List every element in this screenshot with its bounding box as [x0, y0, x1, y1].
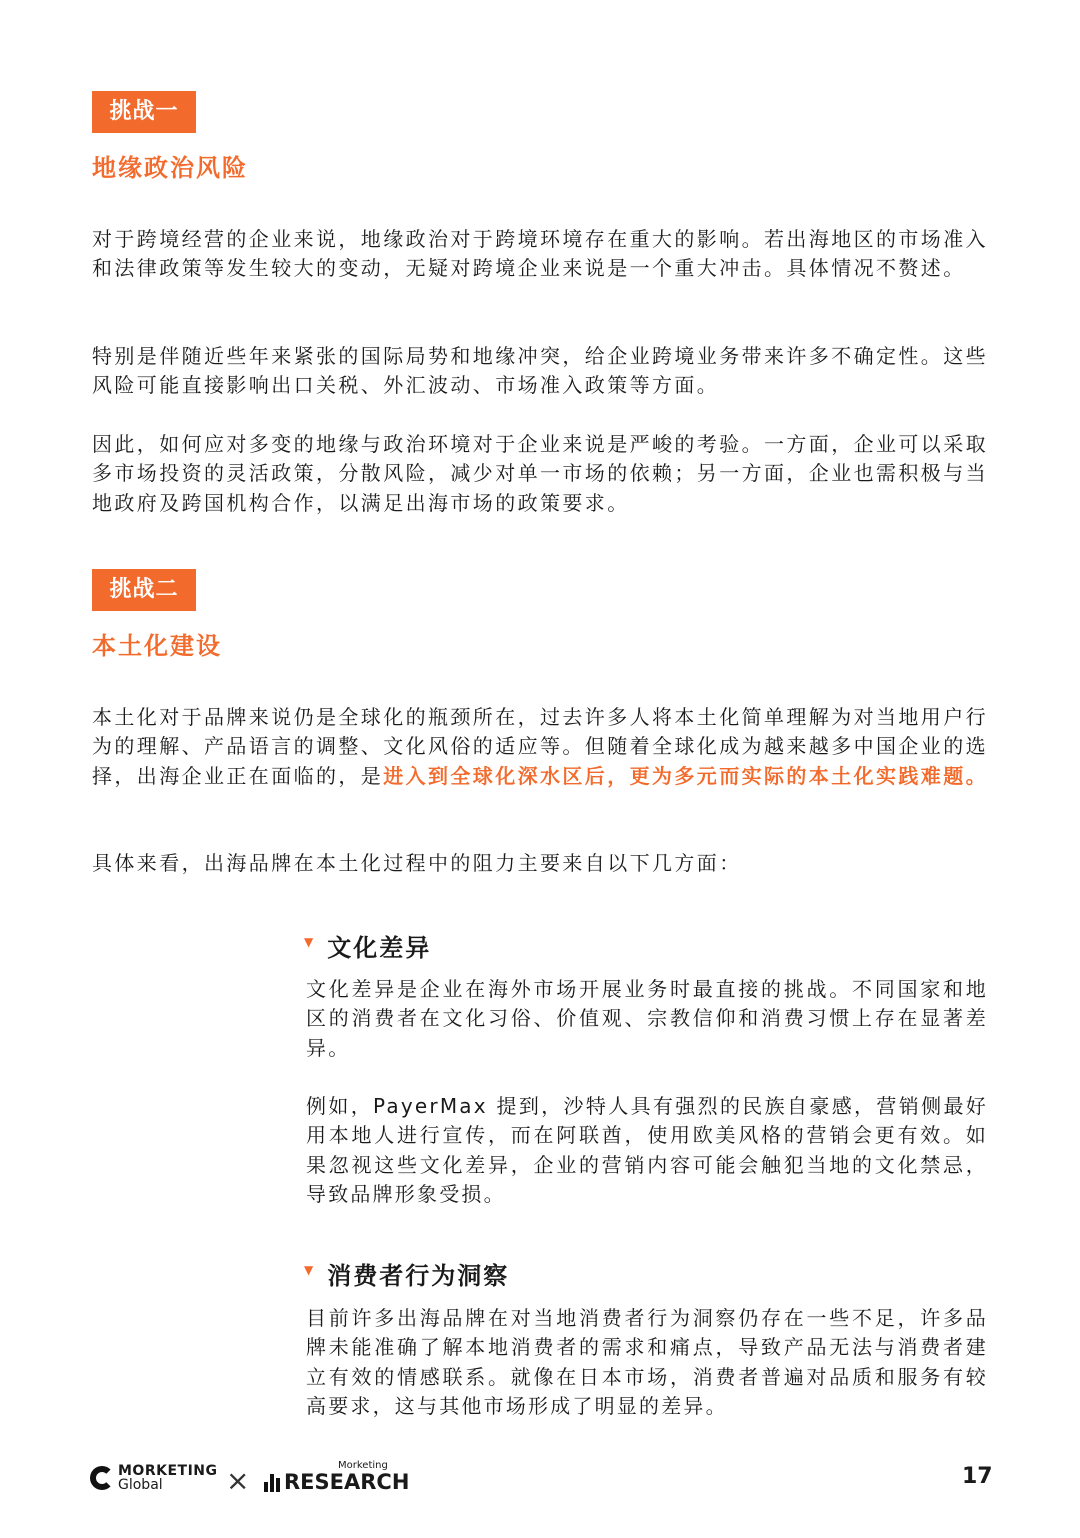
intro-highlight-text: 进入到全球化深水区后，更为多元而实际的本土化实践难题。: [383, 763, 989, 788]
challenge-2-tag: 挑战二: [92, 569, 196, 611]
logo-separator: ×: [226, 1464, 250, 1497]
subsection-culture-heading-text: 文化差异: [327, 934, 432, 962]
subsection-consumer-heading: [304, 1256, 509, 1291]
challenge-2-lead: 具体来看，出海品牌在本土化过程中的阻力主要来自以下几方面：: [92, 851, 742, 875]
triangle-bullet-icon: ▼: [304, 1262, 316, 1277]
morketing-g-icon: [90, 1466, 114, 1490]
subsection-culture-heading: [304, 928, 431, 963]
research-bars-icon: [264, 1474, 280, 1492]
logo2-small-text: Morketing: [338, 1460, 388, 1471]
challenge-1-title: 地缘政治风险: [92, 154, 248, 182]
triangle-bullet-icon: ▼: [304, 934, 316, 949]
challenge-1-tag: 挑战一: [92, 91, 196, 133]
subsection-consumer-paragraph-1: 目前许多出海品牌在对当地消费者行为洞察仍存在一些不足，许多品牌未能准确了解本地消费者的需求和痛点，导致产品无法与消费者建立有效的情感联系。就像在日本市场，消费者普遍对品质和服务有较高要求，这与其他市场形成了明显的差异。: [306, 1306, 988, 1419]
logo1-line1: MORKETING: [118, 1463, 218, 1479]
subsection-culture-paragraph-1: 文化差异是企业在海外市场开展业务时最直接的挑战。不同国家和地区的消费者在文化习俗、价值观、宗教信仰和消费习惯上存在显著差异。: [306, 977, 988, 1060]
challenge-1-paragraph-3: 因此，如何应对多变的地缘与政治环境对于企业来说是严峻的考验。一方面，企业可以采取多市场投资的灵活政策，分散风险，减少对单一市场的依赖；另一方面，企业也需积极与当地政府及跨国机构合作，以满足出海市场的政策要求。: [92, 432, 988, 515]
challenge-2-title: 本土化建设: [92, 632, 222, 660]
intro-plain-text: 本土化对于品牌来说仍是全球化的瓶颈所在，过去许多人将本土化简单理解为对当地用户行为的理解、产品语言的调整、文化风俗的适应等。但随着全球化成为越来越多中国企业的选择，出海企业正在面临的，是: [92, 705, 988, 788]
page-number: 17: [962, 1464, 993, 1489]
logo2-main-text: RESEARCH: [284, 1470, 410, 1494]
challenge-1-paragraph-1: 对于跨境经营的企业来说，地缘政治对于跨境环境存在重大的影响。若出海地区的市场准入和法律政策等发生较大的变动，无疑对跨境企业来说是一个重大冲击。具体情况不赘述。: [92, 227, 988, 281]
subsection-consumer-heading-text: 消费者行为洞察: [327, 1262, 510, 1290]
morketing-global-logo: [90, 1464, 218, 1492]
challenge-2-intro: [92, 703, 988, 791]
logo1-line2: Global: [118, 1477, 163, 1493]
subsection-culture-paragraph-2: 例如，PayerMax 提到，沙特人具有强烈的民族自豪感，营销侧最好用本地人进行宣传，而在阿联酋，使用欧美风格的营销会更有效。如果忽视这些文化差异，企业的营销内容可能会触犯当地的文化禁忌，导致品牌形象受损。: [306, 1094, 988, 1207]
challenge-1-paragraph-2: 特别是伴随近些年来紧张的国际局势和地缘冲突，给企业跨境业务带来许多不确定性。这些风险可能直接影响出口关税、外汇波动、市场准入政策等方面。: [92, 344, 988, 398]
morketing-research-logo: [264, 1460, 410, 1496]
